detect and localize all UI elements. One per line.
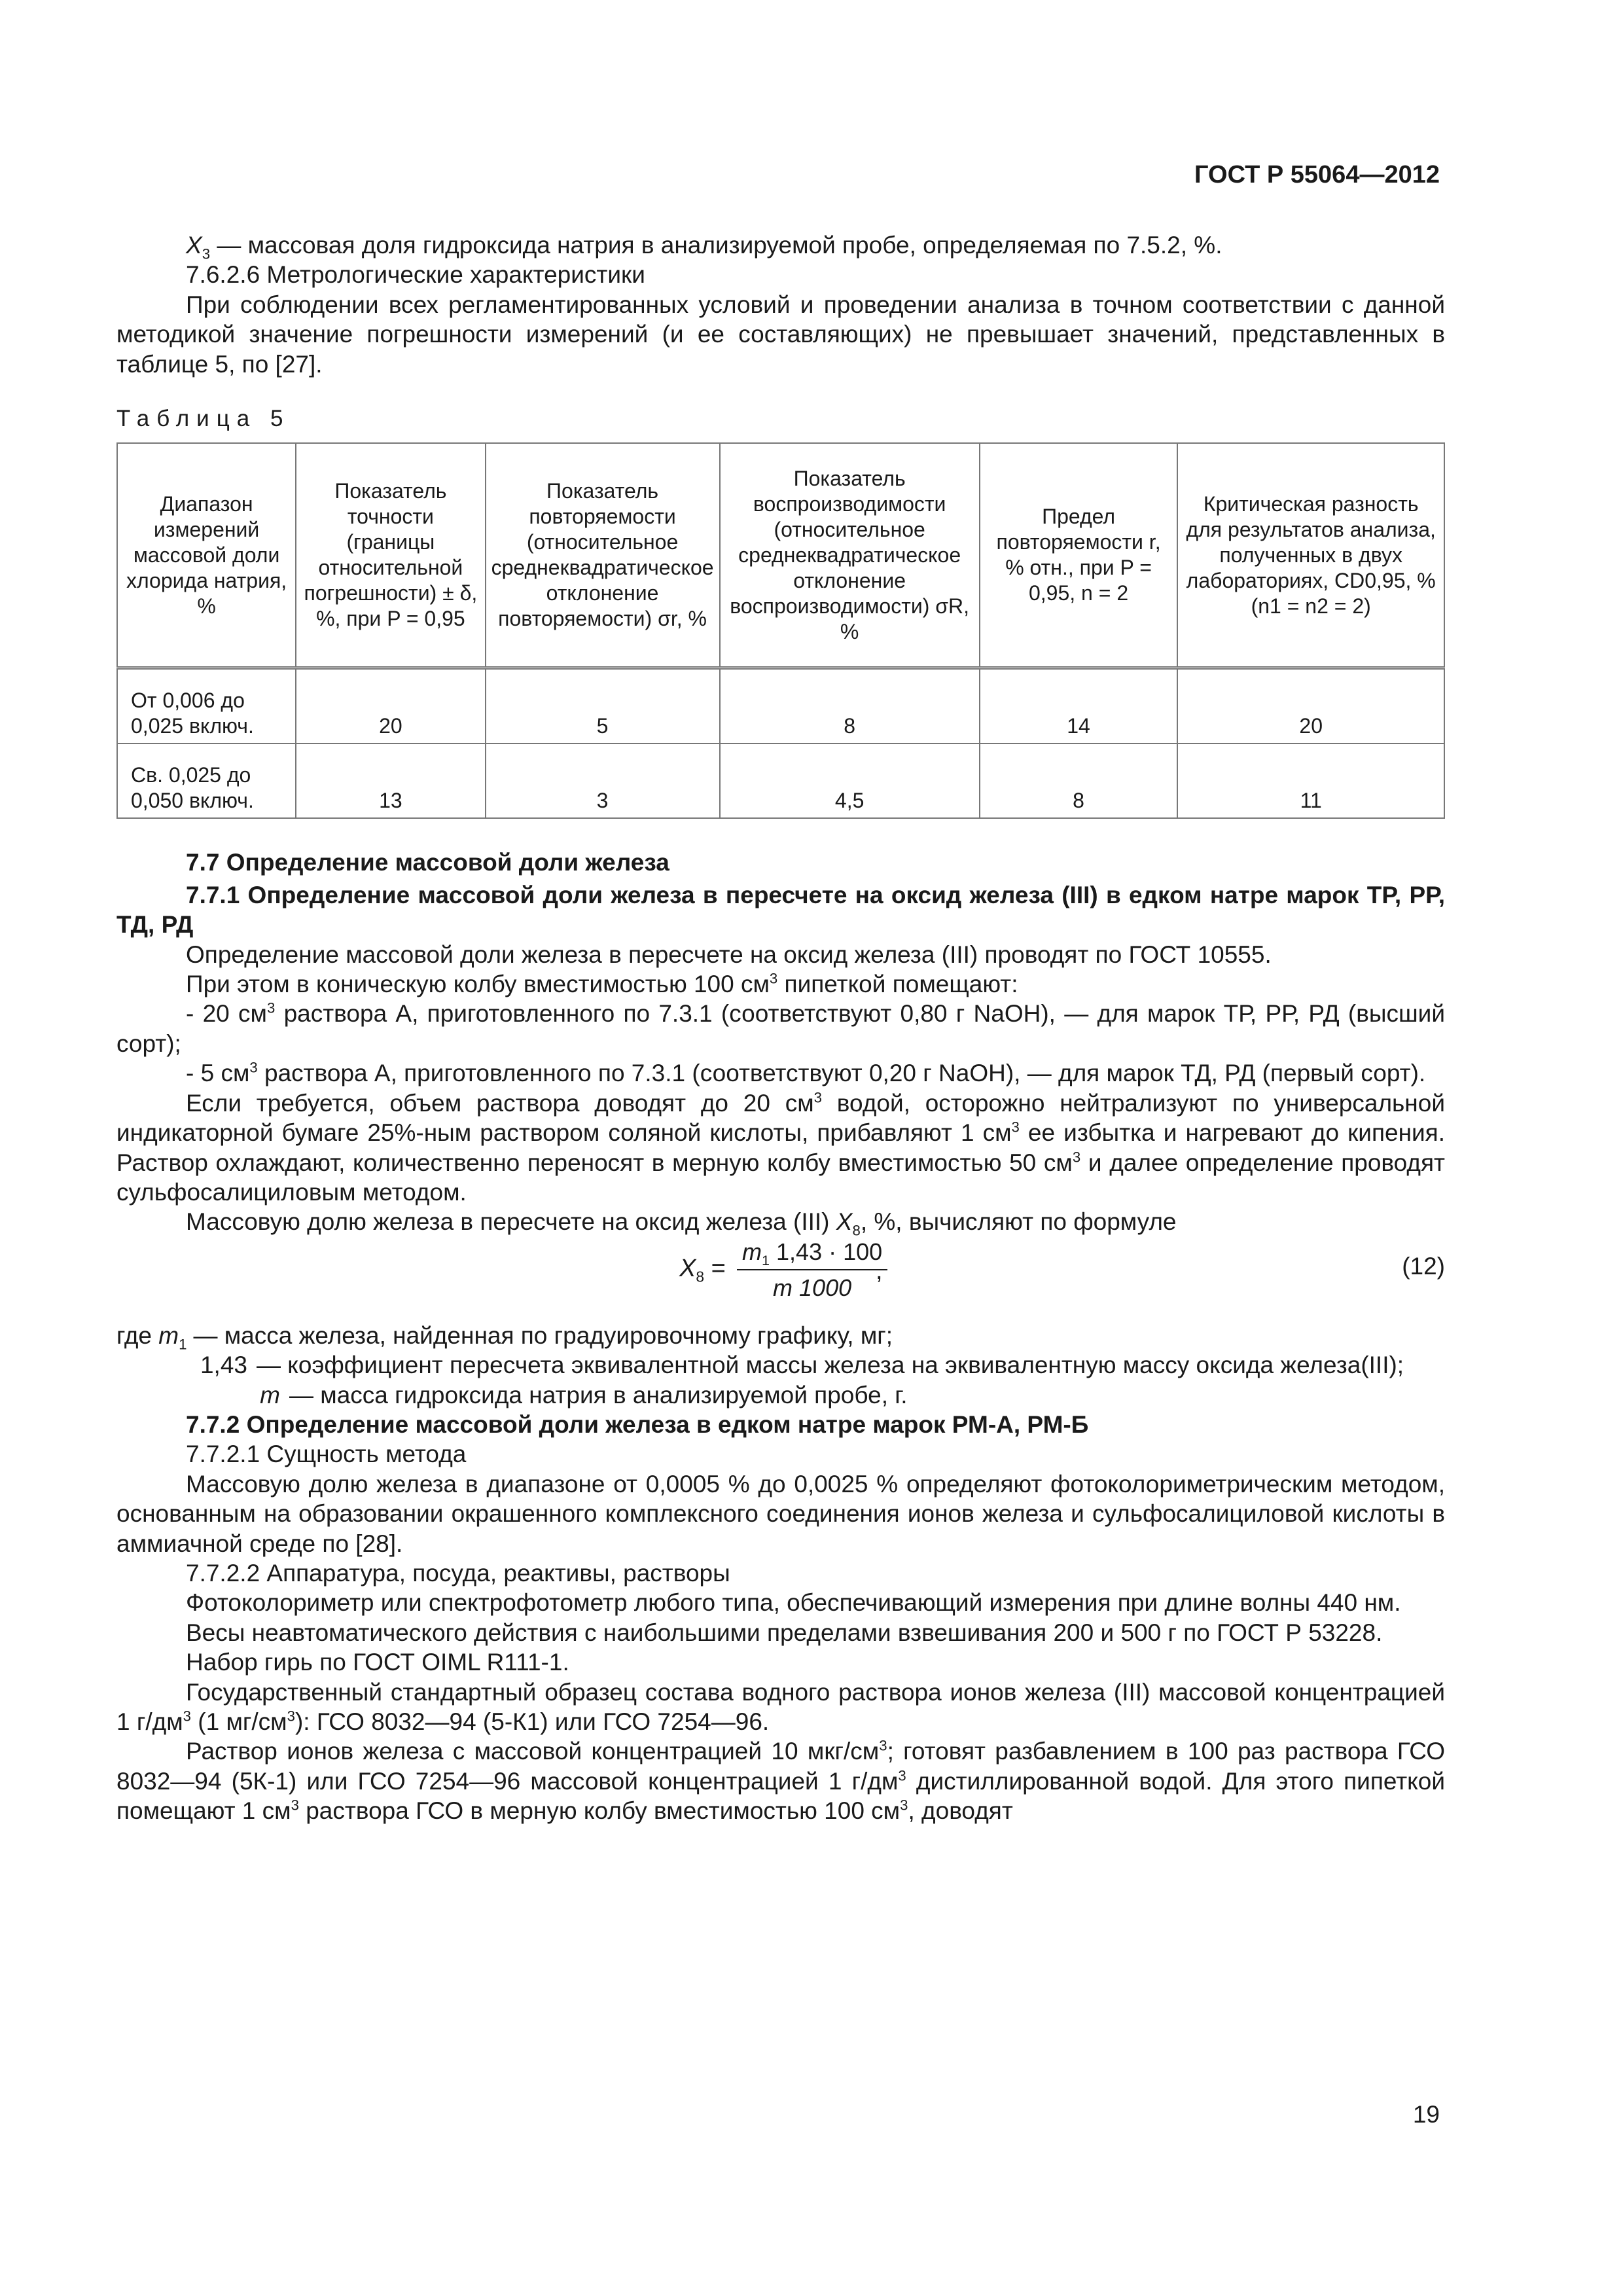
cell-range: От 0,006 до 0,025 включ. [117,668,296,744]
section-7-7-2: 7.7.2 Определение массовой доли железа в едком натре марок РМ-А, РМ-Б [186,1410,1089,1438]
header-repeat-limit: Предел повторяемости r, % отн., при P = 0,95, n = 2 [980,443,1178,668]
where-m1: где $m_1$ — масса железа, найденная по градуировочному графику, мг; [116,1321,893,1353]
formula-comma: , [876,1257,883,1285]
where-143: 1,43 — коэффициент пересчета эквивалентной массы железа на эквивалентную массу оксида железа(III); [200,1352,1404,1379]
header-critical-difference: Критическая разность для результатов анализа, полученных в двух лабораториях, CD0,95, % (n1 = n2 = 2) [1177,443,1444,668]
table-row [117,668,1444,744]
paragraph-neutralize: Если требуется, объем раствора доводят до 20 $см^3$ водой, осторожно нейтрализуют по универсальной индикаторной бумаге 25%-ным раствором соляной кислоты, прибавляют 1 $см^3$ ее избытка и нагревают до кипения. Раствор охлаждают, количественно переносят в мерную колбу вместимостью 50 $см^3$ и далее определение проводят сульфосалициловым методом. [116,1089,1446,1206]
list-item: - 5 $см^3$ раствора А, приготовленного по 7.3.1 (соответствуют 0,20 г NaOH), — для марок ТД, РД (первый сорт). [186,1059,1426,1087]
page-content [116,230,1445,1826]
paragraph-gost10555: Определение массовой доли железа в пересчете на оксид железа (III) проводят по ГОСТ 10555. [186,941,1272,968]
table-header-row [117,443,1444,668]
table-caption: Таблица 5 [116,406,291,432]
page-number: 19 [1412,2101,1440,2128]
paragraph-x3: $X_3$ — массовая доля гидроксида натрия в анализируемой пробе, определяемая по 7.5.2, %. [186,232,1222,262]
table-5 [116,442,1445,819]
paragraph-flask: При этом в коническую колбу вместимостью 100 $см^3$ пипеткой помещают: [186,970,1018,998]
cell-critical-difference: 20 [1177,668,1444,744]
paragraph-essence: Массовую долю железа в диапазоне от 0,0005 % до 0,0025 % определяют фотоколориметрическим методом, основанным на образовании окрашенного комплексного соединения ионов железа и сульфосалициловой кислоты в аммиачной среде по [28]. [116,1470,1445,1557]
cell-reproducibility: 8 [720,668,980,744]
cell-accuracy: 13 [296,744,485,818]
cell-critical-difference: 11 [1177,744,1444,818]
formula-number: (12) [1402,1252,1445,1280]
cell-repeat-limit: 8 [980,744,1178,818]
cell-reproducibility: 4,5 [720,744,980,818]
table-row [117,744,1444,818]
paragraph-metrology: При соблюдении всех регламентированных условий и проведении анализа в точном соответствии с данной методикой значение погрешности измерений (и ее составляющих) не превышает значений, представленных в таблице 5, по [27]. [116,291,1445,378]
paragraph-solution: Раствор ионов железа с массовой концентрацией 10 мкг/$см^3$; готовят разбавлением в 100 раз раствора ГСО 8032—94 (5К-1) или ГСО 7254—96 массовой концентрацией 1 $г/дм^3$ дистиллированной водой. Для этого пипеткой помещают 1 $см^3$ раствора ГСО в мерную колбу вместимостью 100 $см^3$, доводят [116,1738,1446,1825]
formula-numerator: $m_1$ 1,43 · 100 [737,1237,887,1270]
list-item: - 20 $см^3$ раствора А, приготовленного по 7.3.1 (соответствуют 0,80 г NaOH), — для марок ТР, РР, РД (высший сорт); [116,1000,1445,1057]
header-range: Диапазон измерений массовой доли хлорида натрия, % [117,443,296,668]
formula-fraction [737,1237,887,1303]
section-7-7-2-2: 7.7.2.2 Аппаратура, посуда, реактивы, растворы [186,1559,730,1587]
cell-accuracy: 20 [296,668,485,744]
cell-range: Св. 0,025 до 0,050 включ. [117,744,296,818]
header-accuracy: Показатель точности (границы относительной погрешности) ± δ, %, при P = 0,95 [296,443,485,668]
paragraph-weights: Набор гирь по ГОСТ OIML R111-1. [186,1649,569,1676]
paragraph-scales: Весы неавтоматического действия с наибольшими пределами взвешивания 200 и 500 г по ГОСТ Р 53228. [186,1619,1383,1646]
section-7-7: 7.7 Определение массовой доли железа [186,849,669,876]
cell-repeatability: 3 [486,744,720,818]
section-7-7-1: 7.7.1 Определение массовой доли железа в пересчете на оксид железа (III) в едком натре марок ТР, РР, ТД, РД [116,881,1445,939]
formula-12 [116,1237,1445,1321]
section-7-7-2-1: 7.7.2.1 Сущность метода [186,1441,467,1468]
document-code: ГОСТ Р 55064—2012 [1194,161,1440,188]
formula-lhs: $X_8$ = [679,1254,726,1285]
section-7-6-2-6: 7.6.2.6 Метрологические характеристики [186,261,645,289]
paragraph-formula-intro: Массовую долю железа в пересчете на оксид железа (III) $X_8$, %, вычисляют по формуле [186,1208,1177,1239]
where-m: m — масса гидроксида натрия в анализируемой пробе, г. [260,1381,908,1408]
header-reproducibility: Показатель воспроизводимости (относительное среднеквадратическое отклонение воспроизводимости) σR, % [720,443,980,668]
paragraph-gso: Государственный стандартный образец состава водного раствора ионов железа (III) массовой концентрацией 1 $г/дм^3$ (1 $мг/см^3$): ГСО 8032—94 (5-К1) или ГСО 7254—96. [116,1678,1445,1735]
paragraph-photometer: Фотоколориметр или спектрофотометр любого типа, обеспечивающий измерения при длине волны 440 нм. [186,1589,1401,1617]
formula-denominator: m 1000 [773,1274,852,1302]
cell-repeatability: 5 [486,668,720,744]
header-repeatability: Показатель повторяемости (относительное среднеквадратическое отклонение повторяемости) σr, % [486,443,720,668]
cell-repeat-limit: 14 [980,668,1178,744]
